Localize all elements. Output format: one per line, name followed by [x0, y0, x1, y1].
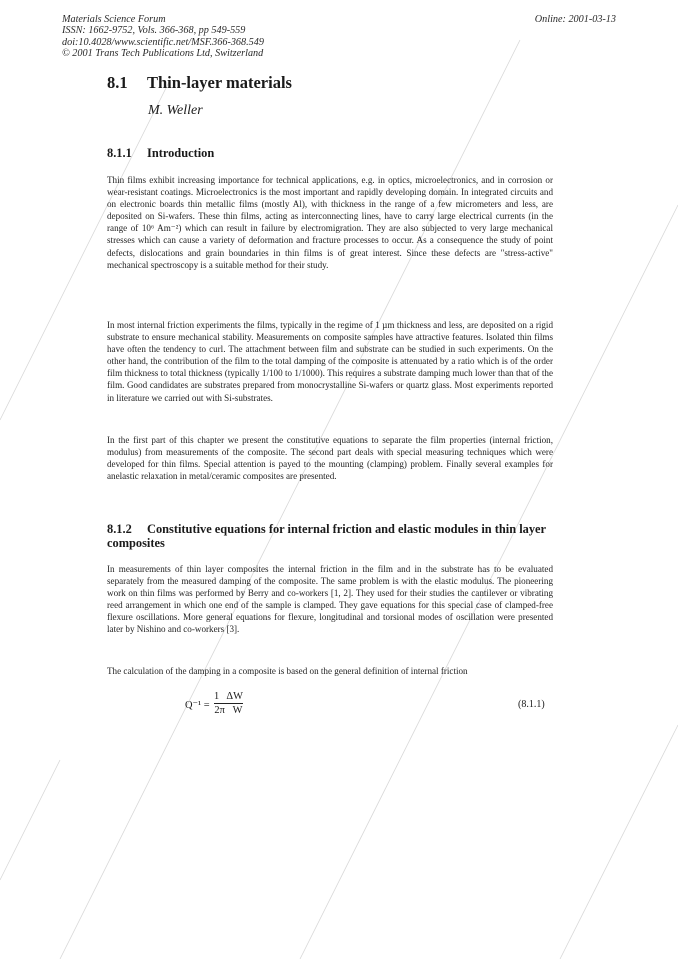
online-date: Online: 2001-03-13	[534, 14, 616, 25]
doi-link[interactable]: doi:10.4028/www.scientific.net/MSF.366-368.549	[62, 36, 264, 48]
paragraph: The calculation of the damping in a composite is based on the general definition of internal friction	[107, 666, 468, 676]
paragraph: Thin films exhibit increasing importance for technical applications, e.g. in optics, microelectronics, and in corrosion or wear-resistant coatings. Microelectronics is the most important and rapidly developing domain. In integrated circuits and on electronic boards thin metallic films (mostly Al), with thickness in the range of a few micrometers and less, are deposited on Si-wafers. These thin films, acting as interconnecting lines, have to carry large electrical currents (in the range of 10⁶ Am⁻²) which can result in failure by electromigration. They are also subjected to very large mechanical stresses which can cause a variety of deformation and fracture processes to occur. As a consequence the study of point defects, dislocations and grain boundaries in thin films is of great interest. Since these defects are "stress-active" mechanical spectroscopy is a suitable method for their study.	[107, 175, 553, 270]
equation-number: (8.1.1)	[518, 699, 545, 710]
section-heading-constitutive-equations	[107, 522, 553, 550]
publication-info	[62, 14, 264, 60]
fraction-bar	[214, 703, 243, 704]
chapter-number: 8.1	[107, 73, 128, 92]
chapter-title	[107, 73, 292, 93]
copyright-line: © 2001 Trans Tech Publications Ltd, Switzerland	[62, 48, 264, 60]
section-title: Constitutive equations for internal friction and elastic modules in thin layer composites	[107, 522, 546, 550]
section-title: Introduction	[147, 146, 215, 160]
section-number: 8.1.2	[107, 522, 132, 536]
section-heading-introduction	[107, 146, 553, 160]
issn-line: ISSN: 1662-9752, Vols. 366-368, pp 549-559	[62, 25, 246, 37]
chapter-title-text: Thin-layer materials	[147, 73, 292, 92]
equation-denominator: 2π W	[214, 705, 243, 716]
paragraph: In most internal friction experiments the films, typically in the regime of 1 µm thickness and less, are deposited on a rigid substrate to ensure mechanical stability. Measurements on composite samples have attractive features. Isolated thin films have often the tendency to curl. The attachment between film and substrate can be studied in such experiments. On the other hand, the contribution of the film to the total damping of the composite is attenuated by a ratio which is of the order film thickness to total thickness (typically 1/100 to 1/1000). This requires a substrate damping much lower than that of the film. Good candidates are substrates prepared from monocrystalline Si-wafers or quartz glass. Most experiments reported in literature we carried out with Si-substrates.	[107, 320, 553, 403]
section-number: 8.1.1	[107, 146, 132, 160]
equation-lhs: Q⁻¹ =	[185, 700, 210, 711]
equation-fraction	[214, 691, 243, 716]
paragraph: In the first part of this chapter we present the constitutive equations to separate the film properties (internal friction, modulus) from measurements of the composite. The second part deals with special measuring techniques which were developed for thin films. Special attention is payed to the mounting (clamping) problem. Finally several examples for anelastic relaxation in metal/ceramic composites are presented.	[107, 435, 553, 482]
author-name: M. Weller	[148, 103, 203, 118]
journal-name: Materials Science Forum	[62, 14, 166, 25]
equation-numerator: 1 ΔW	[214, 691, 243, 702]
paragraph: In measurements of thin layer composites the internal friction in the film and in the substrate has to be evaluated separately from the measured damping of the composite. The same problem is with the elastic modulus. The pioneering work on thin films was performed by Berry and co-workers [1, 2]. They used for their studies the cantilever or vibrating reed arrangement in which one end of the sample is clamped. They gave equations for this special case of clamped-free flexure oscillations. More general equations for flexure, longitudinal and torsional modes of oscillation were presented later by Nishino and co-workers [3].	[107, 564, 553, 635]
